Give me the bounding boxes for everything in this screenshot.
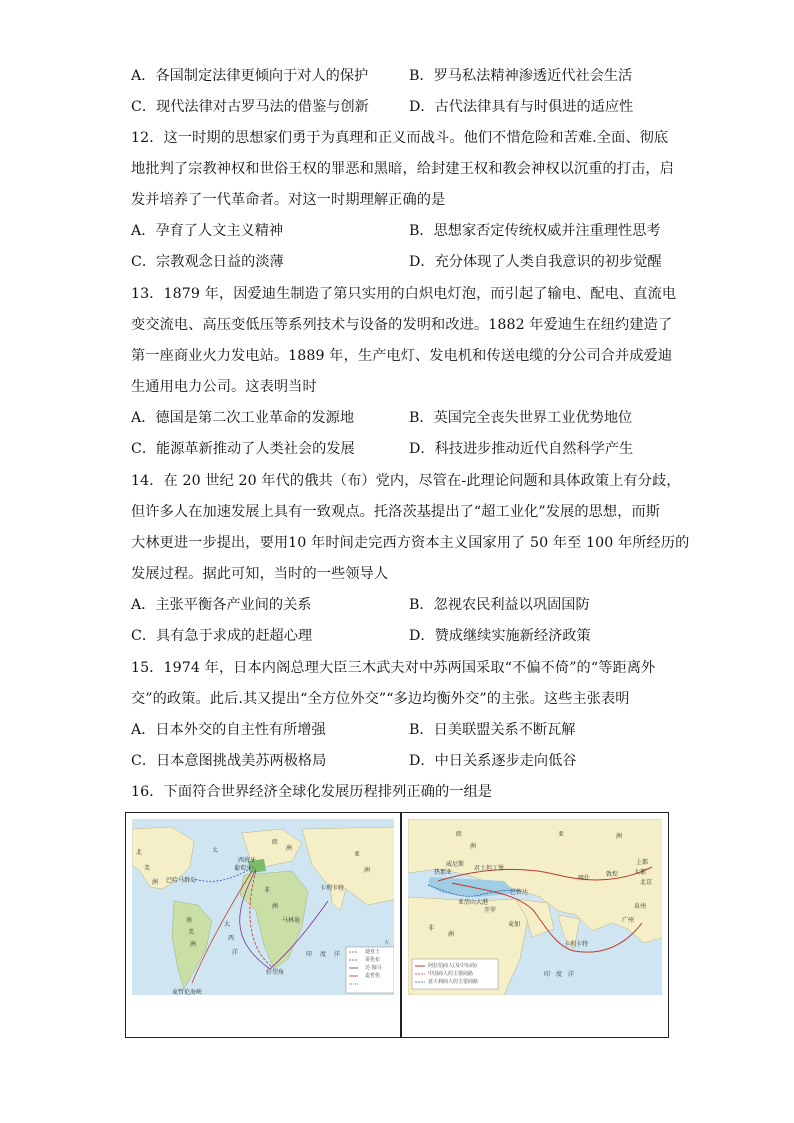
- map-right-label: 君士坦丁堡: [474, 865, 505, 872]
- q12-stem-line-2: 地批判了宗教神权和世俗王权的罪恶和黑暗，给封建王权和教会神权以沉重的打击，启: [131, 161, 674, 177]
- map-left-label: 南: [186, 917, 193, 924]
- map-left-label: 亚: [354, 851, 361, 858]
- map-left-legend-item: 大: [384, 940, 390, 946]
- q13-stem-line-2: 变交流电、高压变低压等系列技术与设备的发明和改进。1882 年爱迪生在纽约建造了: [131, 317, 673, 333]
- q14-stem-line-1: 14．在 20 世纪 20 年代的俄共（布）党内，尽管在-此理论问题和具体政策上有分歧，: [131, 473, 681, 489]
- map-right-label: 非: [428, 925, 435, 932]
- map-left-label: 洲: [190, 941, 197, 948]
- map-left-label: 北: [136, 849, 143, 856]
- q15-stem-line-1: 15．1974 年，日本内阁总理大臣三木武夫对中苏两国采取“不偏不倚”的“等距离外: [131, 660, 656, 676]
- map-right-label: 大都: [634, 869, 647, 876]
- map-right-frame: [401, 812, 669, 1038]
- q12-option-c: C．宗教观念日益的淡薄: [131, 254, 284, 270]
- q12-option-d: D．充分体现了人类自我意识的初步觉醒: [409, 254, 662, 270]
- map-left-label: 度: [320, 951, 327, 958]
- q12-option-a: A．孕育了人文主义精神: [131, 223, 284, 239]
- map-left-label: 麦哲伦海峡: [172, 989, 203, 995]
- q12-stem-line-1: 12．这一时期的思想家们勇于为真理和正义而战斗。他们不惜危险和苦难.全面、彻底: [131, 130, 669, 146]
- map-left-graphic: [132, 819, 394, 995]
- map-left-label: 巴哈马群岛: [166, 877, 197, 884]
- q13-stem-line-3: 第一座商业火力发电站。1889 年，生产电灯、发电机和传送电缆的分公司合并成爱迪: [131, 348, 673, 364]
- map-right-label: 敦煌: [606, 871, 619, 878]
- q14-stem-line-2: 但许多人在加速发展上具有一致观点。托洛茨基提出了“超工业化”发展的思想，而斯: [131, 504, 661, 520]
- q13-option-d: D．科技进步推动近代自然科学产生: [409, 441, 634, 457]
- q13-option-a: A．德国是第二次工业革命的发源地: [131, 410, 355, 426]
- map-right-label: 泉州: [634, 903, 647, 910]
- map-right-label: 热那亚: [434, 869, 453, 876]
- q14-option-b: B．忽视农民利益以巩固国防: [409, 597, 590, 613]
- q11-option-b: B．罗马私法精神渗透近代社会生活: [409, 68, 633, 84]
- map-right-label: 上都: [636, 859, 649, 866]
- map-left-label: 葡萄牙: [234, 865, 253, 872]
- q14-option-c: C．具有急于求成的赶超心理: [131, 628, 313, 644]
- q12-option-b: B．思想家否定传统权威并注重理性思考: [409, 223, 661, 239]
- map-right-label: 卡利卡特: [564, 941, 589, 948]
- map-right-label: 麦加: [508, 921, 521, 928]
- map-right-label: 印: [544, 971, 551, 978]
- q14-stem-line-4: 发展过程。据此可知，当时的一些领导人: [131, 566, 389, 582]
- q15-option-c: C．日本意图挑战美苏两极格局: [131, 753, 327, 769]
- q14-option-d: D．赞成继续实施新经济政策: [409, 628, 591, 644]
- map-left-legend-item: 哥伦布: [365, 957, 381, 963]
- q15-option-a: A．日本外交的自主性有所增强: [131, 722, 326, 738]
- map-left-label: 西班牙: [238, 857, 257, 864]
- q11-option-a: A．各国制定法律更倾向于对人的保护: [131, 68, 369, 84]
- map-left-label: 美: [144, 865, 151, 872]
- q13-option-b: B．英国完全丧失世界工业优势地位: [409, 410, 633, 426]
- map-right-label: 亚历山大港: [458, 899, 489, 906]
- q14-option-a: A．主张平衡各产业间的关系: [131, 597, 312, 613]
- q13-stem-line-4: 生通用电力公司。这表明当时: [131, 379, 317, 395]
- map-right-label: 广州: [622, 917, 635, 924]
- map-left-label: 美: [188, 929, 195, 936]
- map-left-frame: [125, 812, 401, 1038]
- q12-stem-line-3: 发并培养了一代革命者。对这一时期理解正确的是: [131, 192, 446, 208]
- map-left-label: 卡利卡特: [320, 885, 345, 892]
- map-right-label: 洲: [616, 833, 623, 840]
- map-left-label: 洲: [286, 845, 293, 852]
- q14-stem-line-3: 大林更进一步提出，要用10 年时间走完西方资本主义国家用了 50 年至 100 年所经历的: [131, 535, 690, 551]
- map-left-label: 太: [212, 847, 219, 854]
- map-right-label: 威尼斯: [446, 861, 465, 868]
- map-left-label: 马林迪: [282, 917, 301, 924]
- map-right-legend-item: 意大利商人的主要商路: [428, 979, 479, 985]
- map-left-label: 西: [228, 935, 235, 942]
- map-left-label: 洲: [364, 867, 371, 874]
- map-left-image: [132, 819, 394, 995]
- map-right-label: 北京: [640, 879, 653, 886]
- map-left-legend-item: 达·伽马: [365, 965, 382, 971]
- q15-option-b: B．日美联盟关系不断瓦解: [409, 722, 576, 738]
- map-left-label: 非: [264, 887, 271, 894]
- map-right-legend-item: 阿拉伯商人(及中东商): [428, 963, 477, 969]
- q16-stem: 16．下面符合世界经济全球化发展历程排列正确的一组是: [131, 784, 493, 800]
- map-right-label: 亚: [558, 831, 565, 838]
- map-left-label: 欧: [272, 839, 279, 846]
- map-right-label: 巴格达: [510, 889, 529, 896]
- map-right-label: 开罗: [484, 907, 497, 914]
- map-right-label: 洲: [448, 931, 455, 938]
- map-left-label: 好望角: [266, 969, 285, 976]
- map-right-label: 洲: [470, 843, 477, 850]
- map-right-legend-item: 中国商人的主要商路: [428, 971, 474, 977]
- q13-stem-line-1: 13．1879 年，因爱迪生制造了第只实用的白炽电灯泡，而引起了输电、配电、直流电: [131, 286, 677, 302]
- map-left-label: 洋: [334, 951, 341, 958]
- q15-option-d: D．中日关系逐步走向低谷: [409, 753, 577, 769]
- q11-option-c: C．现代法律对古罗马法的借鉴与创新: [131, 99, 369, 115]
- q13-option-c: C．能源革新推动了人类社会的发展: [131, 441, 355, 457]
- map-left-label: 印: [306, 951, 313, 958]
- map-left-label: 洲: [152, 879, 159, 886]
- map-left-label: 洋: [232, 949, 239, 956]
- q11-option-d: D．古代法律具有与时俱进的适应性: [409, 99, 634, 115]
- map-right-label: 洋: [568, 971, 575, 978]
- map-left-legend-item: 麦哲伦: [365, 973, 381, 979]
- map-right-label: 欧: [456, 831, 463, 838]
- map-left-label: 大: [224, 921, 231, 928]
- map-left-label: 洲: [272, 903, 279, 910]
- q15-stem-line-2: 交”的政策。此后.其又提出“全方位外交”“多边均衡外交”的主张。这些主张表明: [131, 691, 630, 707]
- map-right-image: [408, 819, 662, 995]
- map-right-label: 度: [556, 971, 563, 978]
- map-right-label: 喀什: [578, 875, 591, 882]
- map-left-legend-item: 迪亚士: [365, 949, 381, 955]
